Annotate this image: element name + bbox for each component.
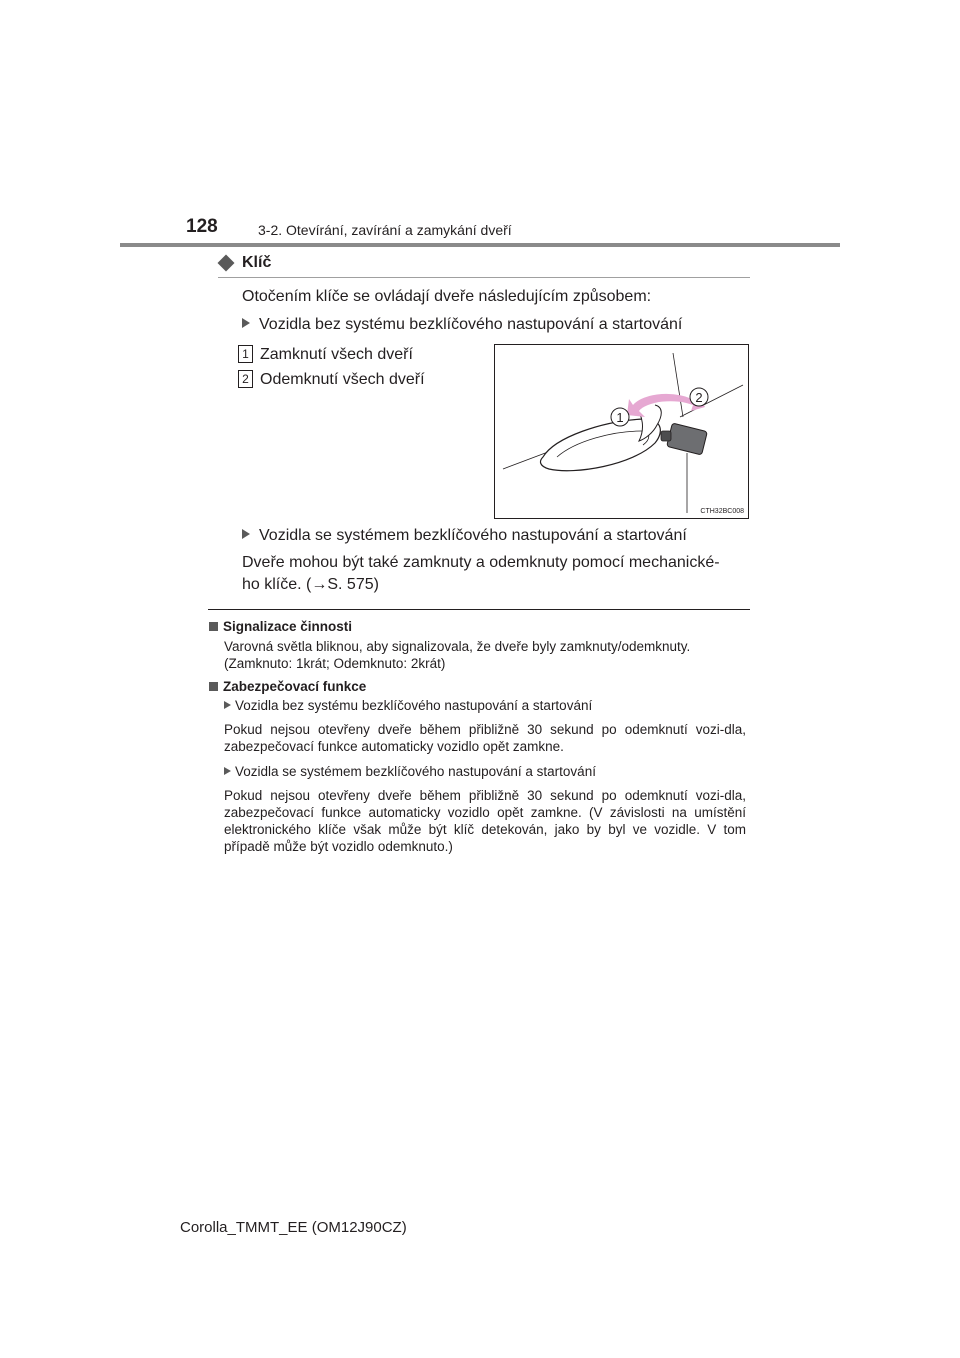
key-intro: Otočením klíče se ovládají dveře následujícím způsobem: <box>242 288 652 305</box>
page-reference-link[interactable]: S. 575) <box>327 576 379 593</box>
door-lock-key-illustration <box>494 344 749 519</box>
callout-label-1: 1 <box>616 410 624 425</box>
security-sub-with-text: Vozidla se systémem bezklíčového nastupování a startování <box>235 764 596 779</box>
signal-text: Varovná světla bliknou, aby signalizovala, že dveře byly zamknuty/odemknuty. (Zamknuto: 1krát; Odemknuto: 2krát) <box>224 639 691 671</box>
step-unlock-all <box>238 370 425 389</box>
step-number-badge: 1 <box>238 345 253 363</box>
header-rule <box>120 243 840 247</box>
triangle-bullet-icon <box>224 767 231 775</box>
step-number-badge: 2 <box>238 370 253 388</box>
step-text: Zamknutí všech dveří <box>260 346 413 363</box>
subheading-without-keyless-text: Vozidla bez systému bezklíčového nastupování a startování <box>259 316 683 333</box>
step-text: Odemknutí všech dveří <box>260 371 425 388</box>
key-blade-icon <box>661 431 671 441</box>
figure-code: CTH32BC008 <box>700 508 744 515</box>
security-heading-text: Zabezpečovací funkce <box>223 679 367 694</box>
square-bullet-icon <box>209 682 218 691</box>
key-head-icon <box>667 423 708 455</box>
notes-divider <box>208 609 750 610</box>
square-bullet-icon <box>209 622 218 631</box>
footer-manual-id: Corolla_TMMT_EE (OM12J90CZ) <box>180 1219 407 1236</box>
mechanical-key-prefix: ho klíče. ( <box>242 576 312 593</box>
page-reference-arrow-icon: → <box>311 576 328 593</box>
subheading-with-keyless-text: Vozidla se systémem bezklíčového nastupování a startování <box>259 527 687 544</box>
security-text-without: Pokud nejsou otevřeny dveře během přibližně 30 sekund po odemknutí vozi-dla, zabezpečovací funkce automaticky vozidlo opět zamkne. <box>224 722 746 754</box>
key-heading-rule <box>218 277 750 278</box>
triangle-bullet-icon <box>224 701 231 709</box>
key-heading-text: Klíč <box>242 254 272 271</box>
leader-line-top <box>673 353 683 417</box>
subheading-without-keyless <box>242 316 682 334</box>
page-number: 128 <box>186 216 218 237</box>
signal-heading-text: Signalizace činnosti <box>223 619 353 634</box>
subheading-with-keyless <box>242 527 687 545</box>
door-handle-key-drawing <box>495 345 748 518</box>
security-text-with: Pokud nejsou otevřeny dveře během přibližně 30 sekund po odemknutí vozi-dla, zabezpečovací funkce automaticky vozidlo opět zamkne. (V závislosti na umístění elektronického klíče však může být klíč detekován, jako by byl ve vozidle. V tom případě může být vozidlo odemknuto.) <box>224 788 746 854</box>
triangle-bullet-icon <box>242 529 250 539</box>
signal-heading <box>209 619 352 634</box>
mechanical-key-line-2 <box>242 576 379 594</box>
mechanical-key-line-1: Dveře mohou být také zamknuty a odemknuty pomocí mechanické- <box>242 554 720 571</box>
step-lock-all <box>238 345 413 364</box>
section-title: 3-2. Otevírání, zavírání a zamykání dveří <box>258 222 512 238</box>
security-sub-without <box>224 698 592 713</box>
security-sub-without-text: Vozidla bez systému bezklíčového nastupování a startování <box>235 698 593 713</box>
diamond-bullet-icon <box>218 255 235 272</box>
callout-label-2: 2 <box>695 390 703 405</box>
security-sub-with <box>224 764 596 779</box>
triangle-bullet-icon <box>242 318 250 328</box>
security-heading <box>209 679 366 694</box>
key-heading <box>218 254 271 272</box>
